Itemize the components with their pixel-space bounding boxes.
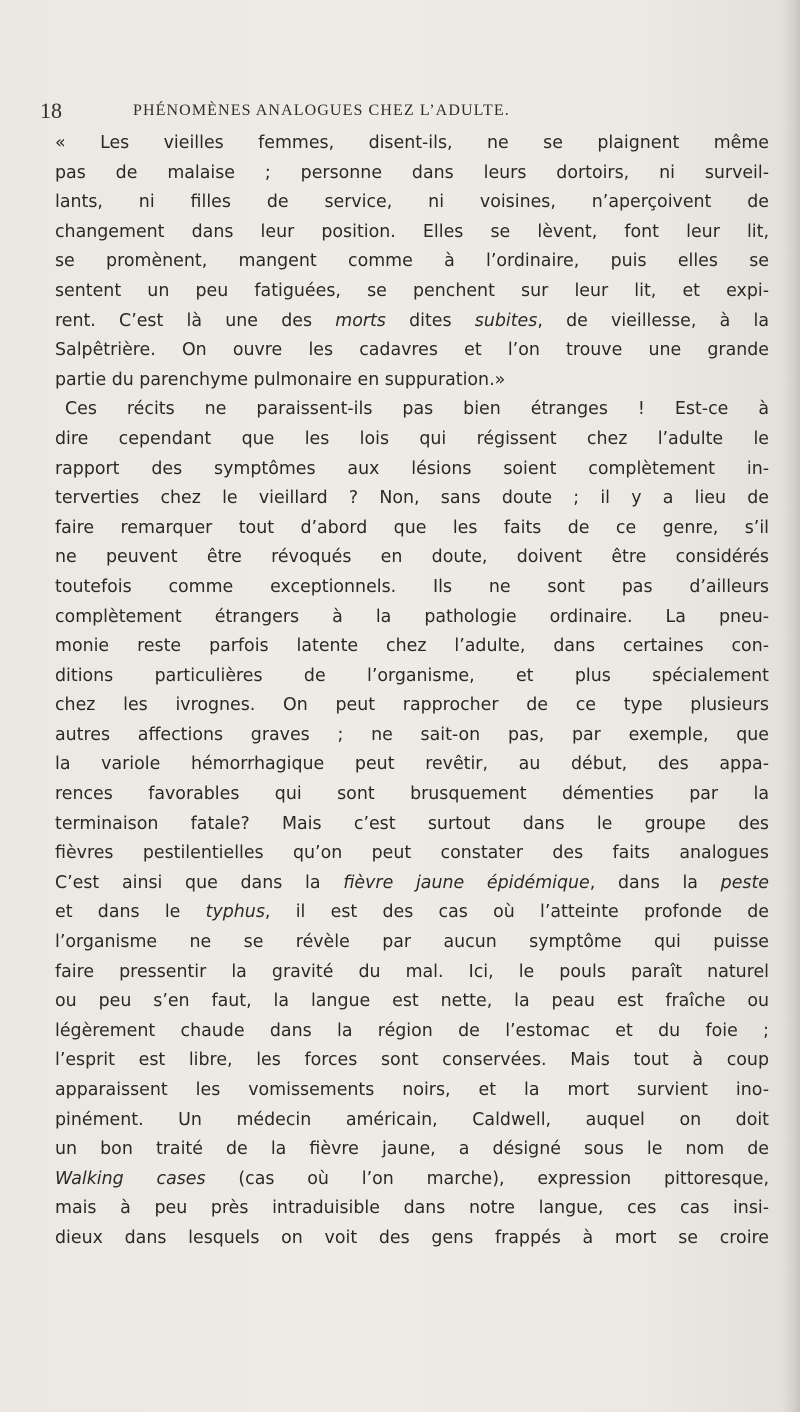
italic-term: typhus xyxy=(205,902,265,923)
page-header xyxy=(40,96,780,126)
text-line: dire cependant que les lois qui régissent chez l’adulte le xyxy=(55,428,769,449)
italic-term: fièvre jaune épidémique xyxy=(343,872,590,893)
text-line: apparaissent les vomissements noirs, et la mort survient ino- xyxy=(55,1080,769,1100)
text-line: rapport des symptômes aux lésions soient complètement in- xyxy=(55,458,769,479)
text-line: pas de malaise ; personne dans leurs dortoirs, ni surveil- xyxy=(55,162,769,183)
text-line xyxy=(55,307,769,337)
text-run: et dans le xyxy=(55,902,206,923)
text-line: complètement étrangers à la pathologie ordinaire. La pneu- xyxy=(55,606,769,627)
text-line: autres affections graves ; ne sait-on pas, par exemple, que xyxy=(55,724,769,745)
text-line: dieux dans lesquels on voit des gens frappés à mort se croire xyxy=(55,1227,769,1248)
text-run: , de vieillesse, à la xyxy=(537,310,770,331)
running-head: PHÉNOMÈNES ANALOGUES CHEZ L’ADULTE. xyxy=(133,102,510,119)
text-run: , il est des cas où l’atteinte profonde de xyxy=(264,902,769,923)
italic-term: morts xyxy=(335,310,386,331)
text-line: ne peuvent être révoqués en doute, doivent être considérés xyxy=(55,547,769,568)
text-line: changement dans leur position. Elles se lèvent, font leur lit, xyxy=(55,221,769,242)
text-line: fièvres pestilentielles qu’on peut constater des faits analogues xyxy=(55,843,769,864)
italic-term: Walking cases xyxy=(55,1168,206,1189)
text-line: légèrement chaude dans la région de l’estomac et du foie ; xyxy=(55,1020,769,1041)
text-line xyxy=(55,898,769,928)
italic-term: subites xyxy=(474,310,538,331)
body-text xyxy=(55,129,769,1254)
text-run: C’est ainsi que dans la xyxy=(55,872,344,893)
text-line: toutefois comme exceptionnels. Ils ne sont pas d’ailleurs xyxy=(55,576,769,597)
text-line xyxy=(55,1165,769,1195)
italic-term: peste xyxy=(720,872,769,893)
text-line: la variole hémorrhagique peut revêtir, au début, des appa- xyxy=(55,754,769,775)
text-line: « Les vieilles femmes, disent-ils, ne se plaignent même xyxy=(55,133,769,153)
text-line: rences favorables qui sont brusquement démenties par la xyxy=(55,784,769,805)
text-line: sentent un peu fatiguées, se penchent sur leur lit, et expi- xyxy=(55,280,769,301)
text-run: (cas où l’on marche), expression pittoresque, xyxy=(205,1168,769,1189)
text-line: monie reste parfois latente chez l’adulte, dans certaines con- xyxy=(55,636,769,657)
text-line: terminaison fatale? Mais c’est surtout dans le groupe des xyxy=(55,813,769,834)
text-line: pinément. Un médecin américain, Caldwell, auquel on doit xyxy=(55,1109,769,1130)
text-line xyxy=(55,869,769,899)
text-line: l’esprit est libre, les forces sont conservées. Mais tout à coup xyxy=(55,1050,769,1071)
text-run: , dans la xyxy=(589,872,721,893)
text-line: Salpêtrière. On ouvre les cadavres et l’on trouve une grande xyxy=(55,340,769,361)
text-line: terverties chez le vieillard ? Non, sans doute ; il y a lieu de xyxy=(55,488,769,509)
text-run: rent. C’est là une des xyxy=(55,310,336,331)
text-line: un bon traité de la fièvre jaune, a désigné sous le nom de xyxy=(55,1139,769,1160)
text-line: se promènent, mangent comme à l’ordinaire, puis elles se xyxy=(55,251,769,272)
text-line: mais à peu près intraduisible dans notre langue, ces cas insi- xyxy=(55,1198,769,1219)
text-line: partie du parenchyme pulmonaire en suppuration.» xyxy=(55,369,506,390)
text-line: faire pressentir la gravité du mal. Ici, le pouls paraît naturel xyxy=(55,961,769,982)
text-line: faire remarquer tout d’abord que les faits de ce genre, s’il xyxy=(55,517,769,538)
text-line: l’organisme ne se révèle par aucun symptôme qui puisse xyxy=(55,932,769,953)
text-line: Ces récits ne paraissent-ils pas bien étranges ! Est-ce à xyxy=(65,399,769,420)
page-number: 18 xyxy=(40,98,62,123)
text-line: ditions particulières de l’organisme, et plus spécialement xyxy=(55,665,769,686)
text-line: chez les ivrognes. On peut rapprocher de ce type plusieurs xyxy=(55,695,769,716)
text-line: ou peu s’en faut, la langue est nette, la peau est fraîche ou xyxy=(55,991,769,1012)
text-run: dites xyxy=(385,310,475,331)
page-edge-shadow xyxy=(782,0,800,1412)
text-line: lants, ni filles de service, ni voisines, n’aperçoivent de xyxy=(55,192,769,213)
